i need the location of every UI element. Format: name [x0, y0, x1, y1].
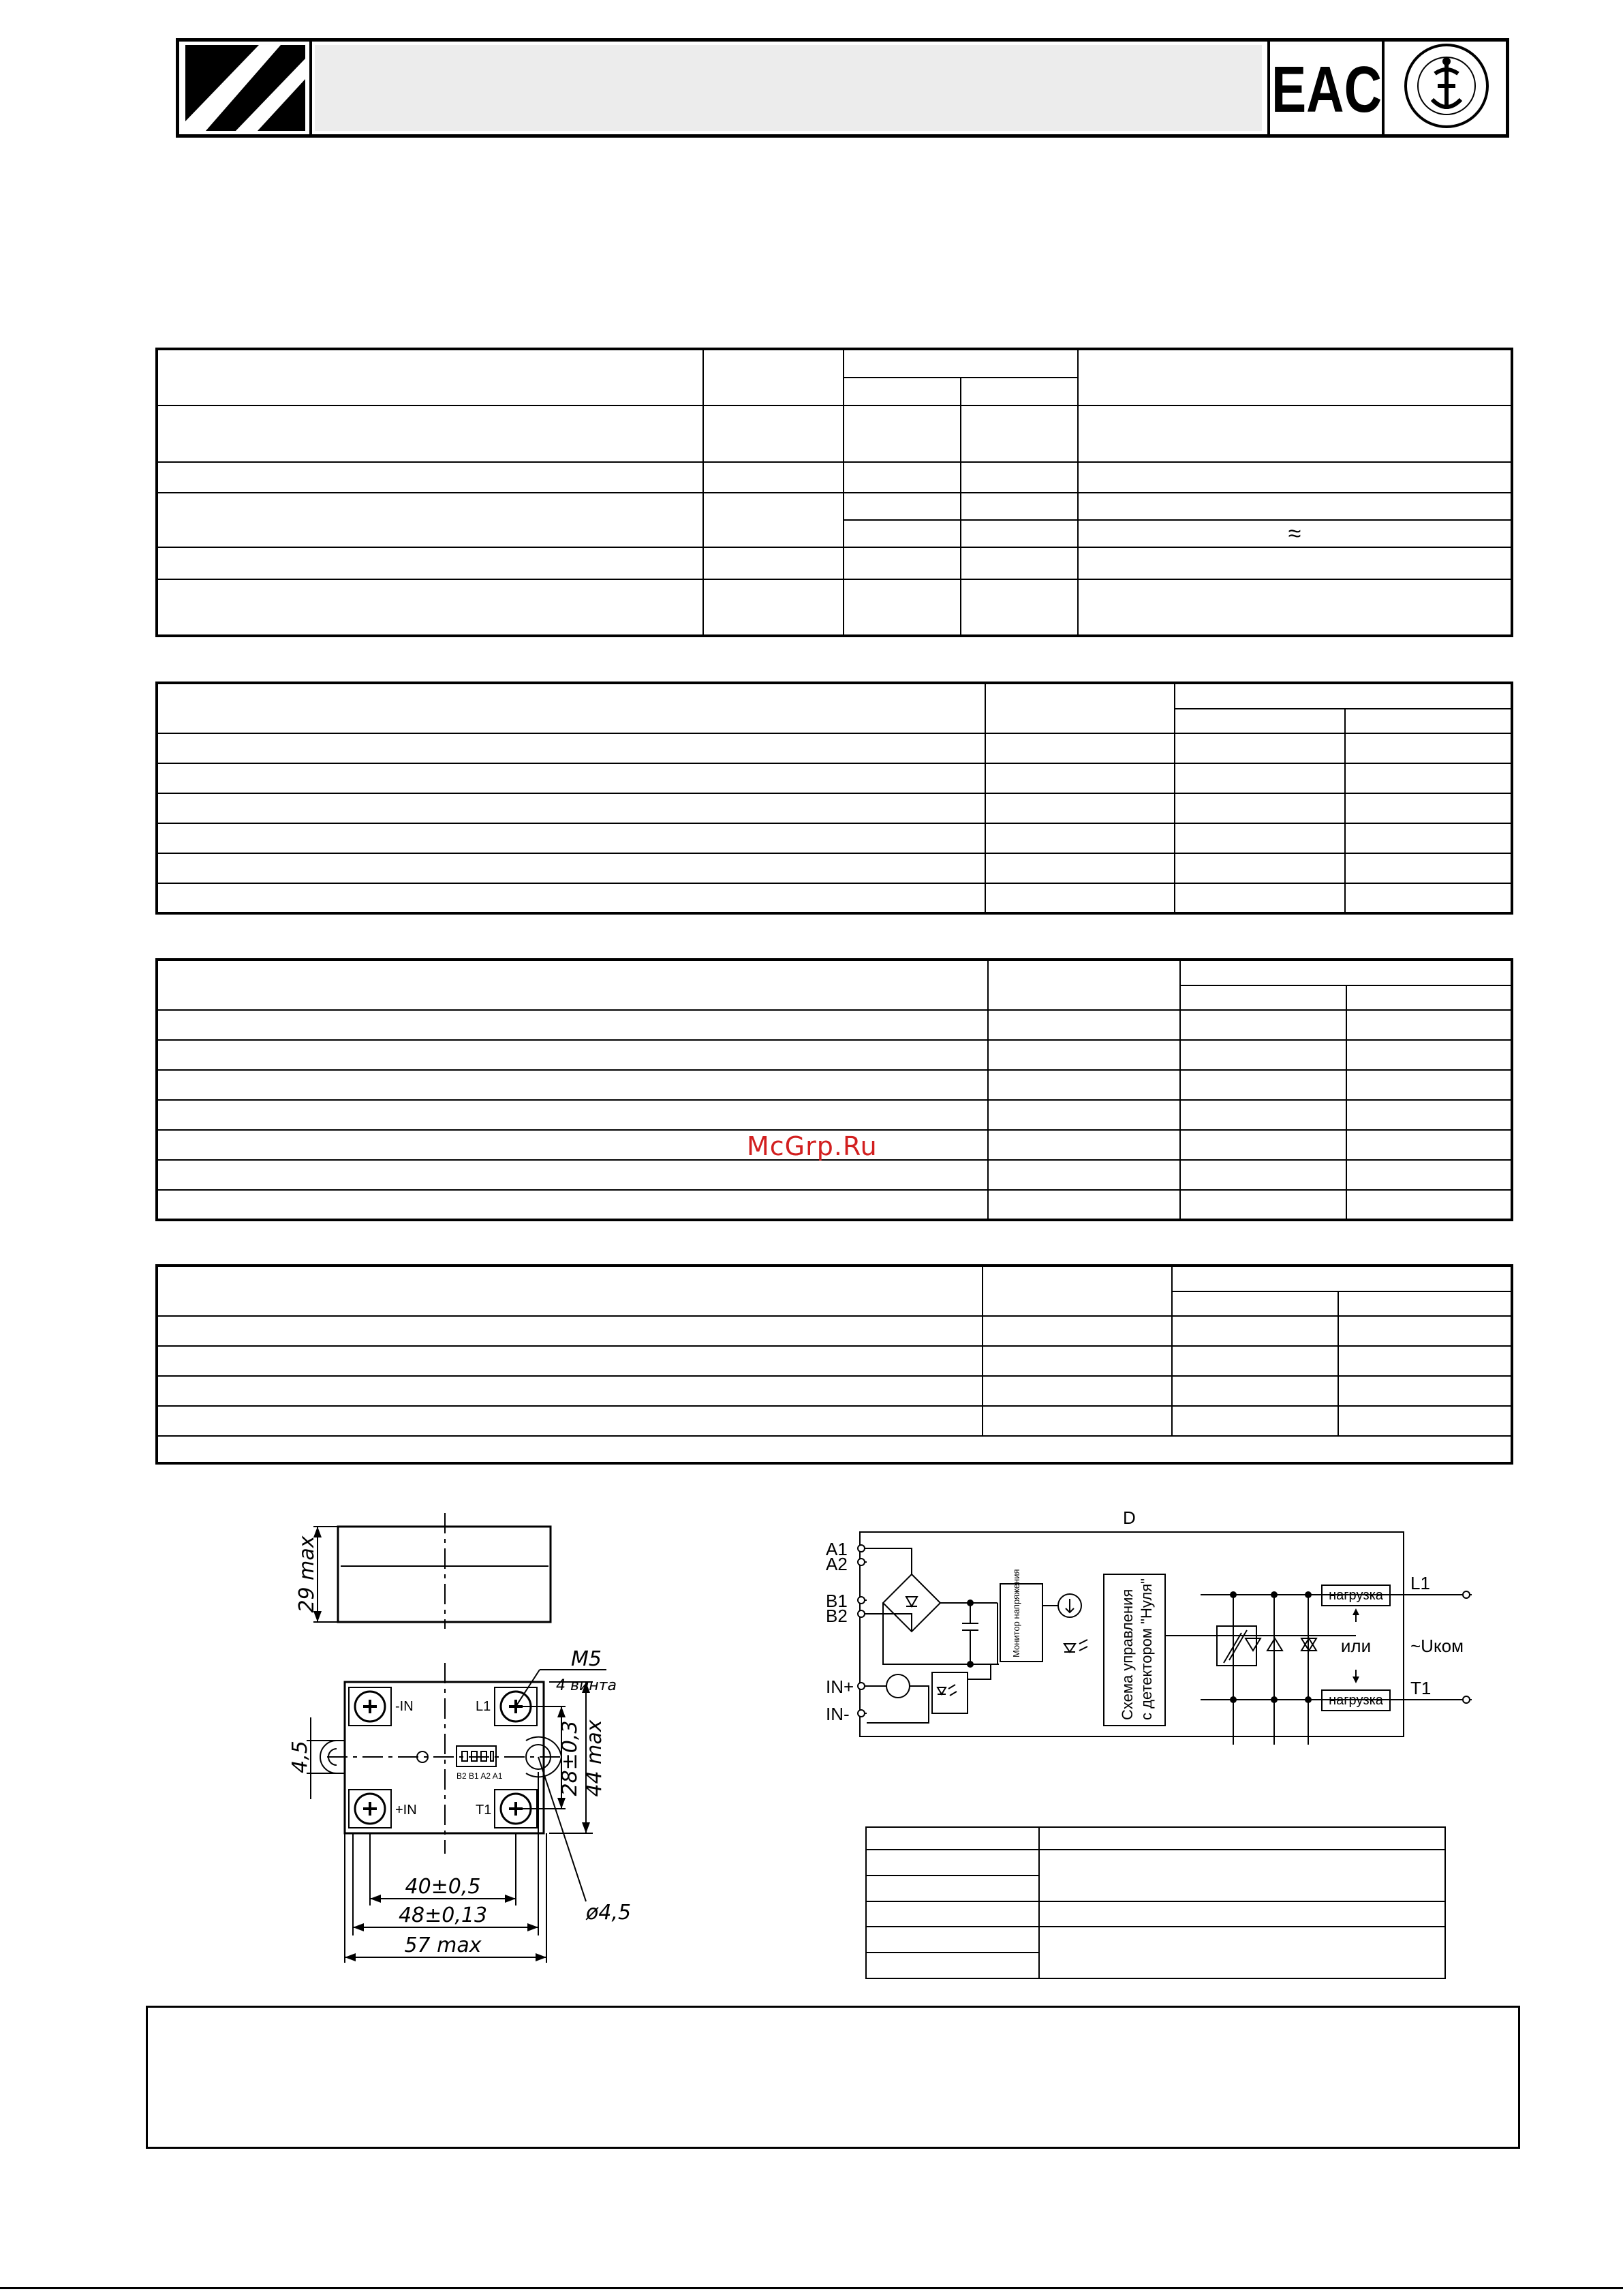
pin-table: [865, 1826, 1446, 1979]
height-dimension: 29 max: [295, 1535, 319, 1613]
approx-symbol: ≈: [1288, 521, 1301, 547]
dim-28: 28±0,3: [558, 1720, 582, 1796]
dim-hole: ø4,5: [586, 1901, 632, 1925]
parameters-table-3: [155, 958, 1513, 1221]
or-text: или: [1340, 1636, 1372, 1656]
terminal-in-plus: +IN: [395, 1803, 417, 1818]
header-title-band: [315, 45, 1262, 131]
load-top: нагрузка: [1329, 1588, 1383, 1603]
iso-9001-seal-icon: [1382, 38, 1509, 138]
dim-57: 57 max: [404, 1933, 482, 1957]
watermark-text: McGrp.Ru: [747, 1131, 878, 1161]
terminal-in-minus: -IN: [395, 1699, 414, 1714]
label-in-plus: IN+: [826, 1677, 854, 1697]
load-section: [1295, 1567, 1485, 1731]
terminal-l1: L1: [476, 1699, 491, 1714]
page-bottom-rule: [0, 2287, 1623, 2289]
label-t1: T1: [1410, 1678, 1432, 1698]
eac-mark-icon: [1267, 38, 1383, 138]
terminal-t1: T1: [476, 1803, 492, 1818]
note-box: [146, 2006, 1520, 2149]
label-l1: L1: [1410, 1573, 1430, 1593]
connector-label: B2 B1 A2 A1: [457, 1771, 503, 1781]
company-logo-icon: [176, 38, 312, 138]
svg-text:EAC: EAC: [1271, 52, 1382, 126]
dimension-drawing: [286, 1499, 668, 1963]
dim-44: 44 max: [583, 1719, 606, 1797]
label-a1: A1: [826, 1539, 848, 1559]
dim-48: 48±0,13: [398, 1903, 488, 1927]
label-a2: A2: [826, 1554, 848, 1574]
dim-4-5: 4,5: [288, 1741, 312, 1773]
screw-label: M5: [571, 1647, 602, 1671]
zero-detector-line1: Схема управления: [1119, 1589, 1136, 1720]
zero-detector-line2: с детектором "Нуля": [1138, 1578, 1155, 1720]
ucom-label: ~Uком: [1410, 1636, 1464, 1656]
parameters-table-1: [155, 348, 1513, 637]
dim-40: 40±0,5: [405, 1875, 481, 1899]
label-d: D: [1123, 1507, 1136, 1528]
load-bottom: нагрузка: [1329, 1693, 1383, 1708]
monitor-label: Монитор напряжения: [1011, 1569, 1021, 1657]
label-in-minus: IN-: [826, 1704, 850, 1724]
parameters-table-4: [155, 1264, 1513, 1465]
label-b2: B2: [826, 1606, 848, 1626]
label-b1: B1: [826, 1591, 848, 1611]
screw-count: 4 винта: [556, 1677, 617, 1694]
parameters-table-2: [155, 682, 1513, 915]
